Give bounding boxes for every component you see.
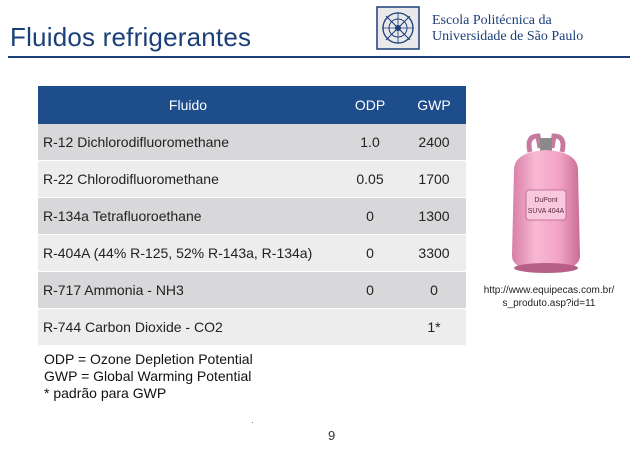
cell-odp: 0 [338,272,402,309]
slide-title: Fluidos refrigerantes [10,22,252,52]
table-row [38,124,466,161]
cell-gwp: 1300 [402,198,466,235]
table-header-row [38,86,466,124]
note-gwp-standard: * padrão para GWP [44,385,167,401]
cell-odp: 0 [338,198,402,235]
cell-fluid: R-134a Tetrafluoroethane [38,198,338,235]
cell-fluid: R-404A (44% R-125, 52% R-143a, R-134a) [38,235,338,272]
caption-line-2: s_produto.asp?id=11 [502,298,596,309]
institution-name [432,13,583,45]
cell-fluid: R-744 Carbon Dioxide - CO2 [38,309,338,346]
cell-odp [338,309,402,346]
poli-usp-crest-icon [376,6,420,50]
header-gwp: GWP [402,86,466,124]
cylinder-label-product: SUVA 404A [527,208,565,215]
table-row [38,161,466,198]
cell-odp: 0.05 [338,161,402,198]
table-row [38,309,466,346]
institution-line-2: Universidade de São Paulo [432,29,584,44]
header-odp: ODP [338,86,402,124]
cell-gwp: 0 [402,272,466,309]
cell-gwp: 2400 [402,124,466,161]
table-row [38,198,466,235]
table-row [38,235,466,272]
small-mark: · [251,417,254,427]
caption-line-1: http://www.equipecas.com.br/ [483,285,615,296]
cylinder-label-brand: DuPont [534,197,558,204]
refrigerant-cylinder-image [500,130,592,278]
cell-gwp: 1700 [402,161,466,198]
refrigerants-table [38,86,466,346]
header-fluid: Fluido [38,86,338,124]
cell-gwp: 3300 [402,235,466,272]
cell-fluid: R-717 Ammonia - NH3 [38,272,338,309]
cell-gwp: 1* [402,309,466,346]
page-number: 9 [328,428,336,443]
cell-odp: 0 [338,235,402,272]
image-source-caption [474,284,624,310]
table-row [38,272,466,309]
cell-odp: 1.0 [338,124,402,161]
note-odp: ODP = Ozone Depletion Potential [44,351,253,367]
cell-fluid: R-22 Chlorodifluoromethane [38,161,338,198]
institution-line-1: Escola Politécnica da [432,13,552,28]
cell-fluid: R-12 Dichlorodifluoromethane [38,124,338,161]
note-gwp: GWP = Global Warming Potential [44,368,252,384]
footnotes [44,351,253,402]
title-divider [8,56,630,58]
